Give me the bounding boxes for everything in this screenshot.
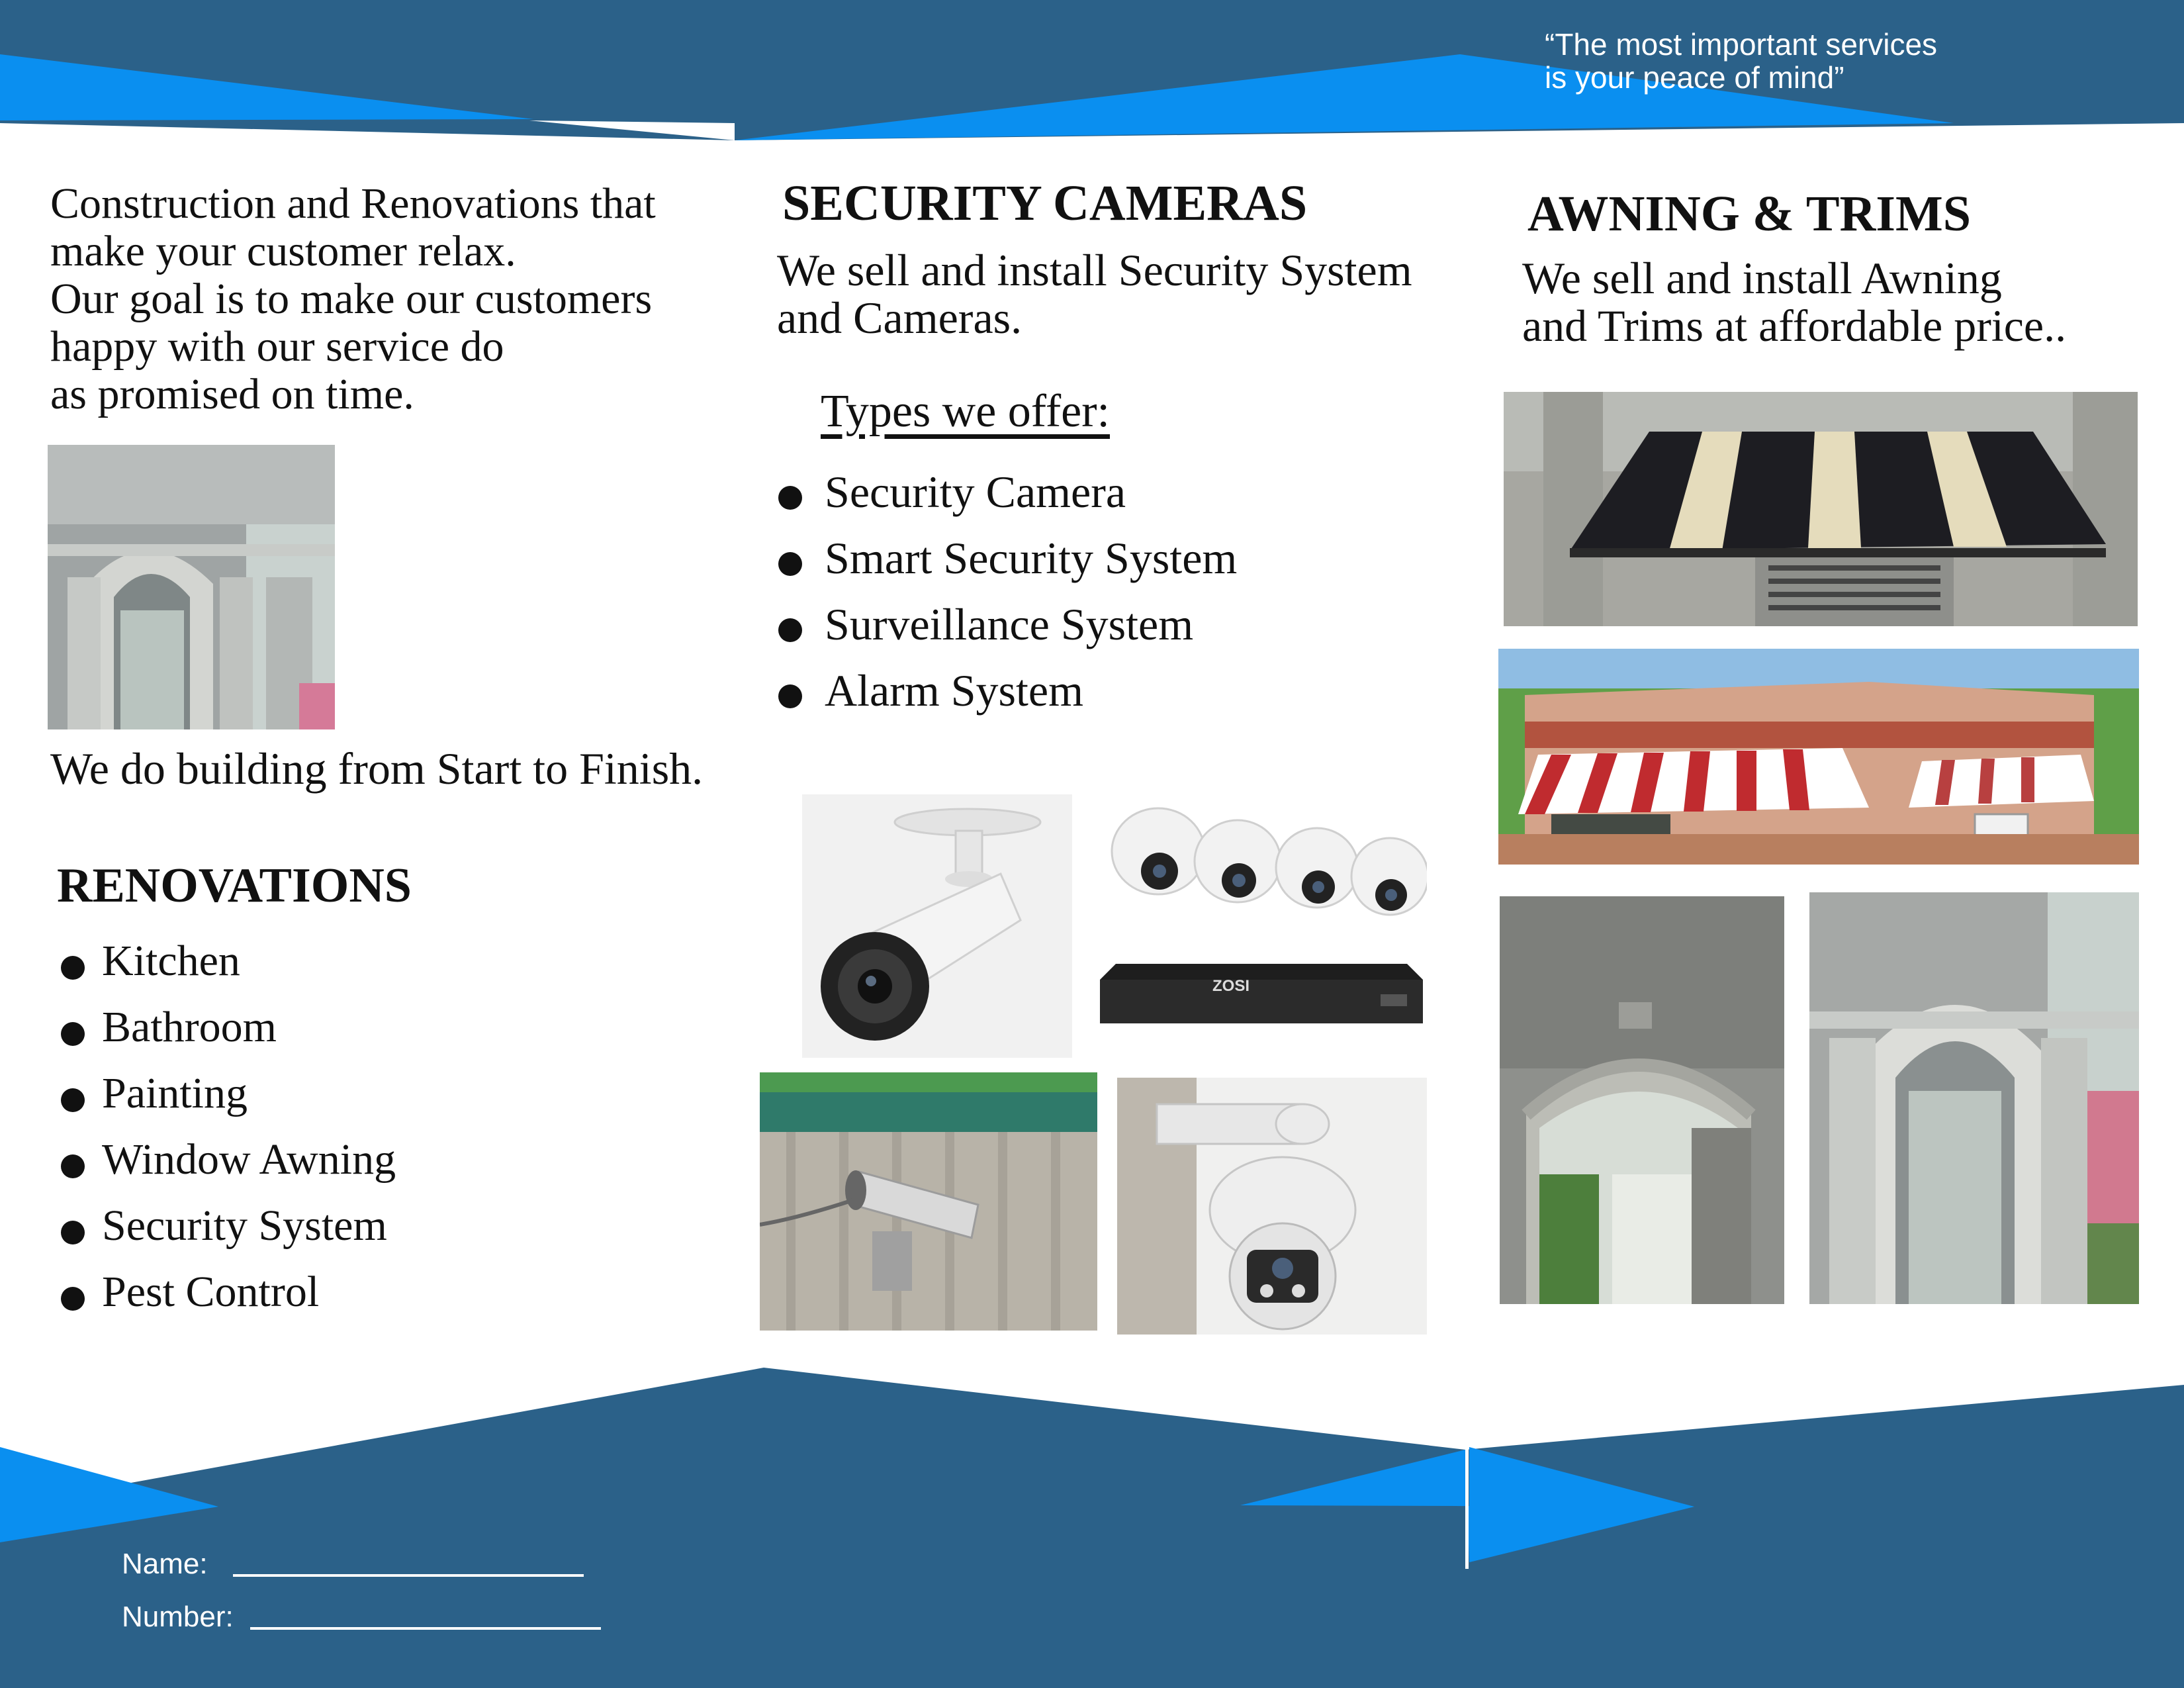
house-awning-photo (1498, 649, 2139, 865)
bullet-icon (61, 1022, 85, 1046)
quote-line-1: “The most important services (1545, 27, 1938, 62)
awning-description: We sell and install Awning and Trims at affordable price.. (1522, 253, 2067, 351)
list-item: Security System (61, 1201, 396, 1267)
intro-line: Our goal is to make our customers (50, 275, 653, 323)
list-item: Bathroom (61, 1002, 396, 1068)
security-description: We sell and install Security System and Cameras. (777, 245, 1412, 343)
list-item: Surveillance System (778, 598, 1237, 665)
list-item: Alarm System (778, 665, 1237, 731)
list-item: Window Awning (61, 1135, 396, 1201)
intro-line: as promised on time. (50, 370, 414, 418)
bullet-icon (61, 956, 85, 980)
types-title: Types we offer: (821, 386, 1110, 437)
dvr-brand-label: ZOSI (1212, 977, 1250, 995)
top-quote (1545, 28, 1937, 94)
name-input-line[interactable] (233, 1574, 584, 1577)
ptz-camera-photo (1117, 1078, 1427, 1335)
bullet-icon (61, 1088, 85, 1112)
intro-line: make your customer relax. (50, 227, 516, 275)
bullet-icon (778, 684, 802, 708)
arch-large-photo (1809, 892, 2139, 1304)
bullet-icon (61, 1154, 85, 1178)
wall-camera-photo (760, 1072, 1097, 1331)
number-label: Number: (122, 1601, 234, 1633)
name-label: Name: (122, 1548, 208, 1580)
bullet-icon (61, 1287, 85, 1311)
dome-cameras-photo (1099, 792, 1427, 931)
list-item: Security Camera (778, 466, 1237, 532)
types-list (778, 466, 1237, 731)
intro-paragraph (50, 180, 739, 418)
arch-photo-small (48, 445, 335, 729)
bullet-icon (778, 552, 802, 576)
renovations-list (61, 936, 396, 1333)
bullet-camera-photo (802, 794, 1072, 1058)
bullet-icon (61, 1221, 85, 1244)
intro-line: Construction and Renovations that (50, 179, 656, 228)
intro-line: happy with our service do (50, 322, 504, 371)
list-item: Smart Security System (778, 532, 1237, 598)
quote-line-2: is your peace of mind” (1545, 60, 1844, 95)
awning-title: AWNING & TRIMS (1527, 186, 1972, 242)
number-input-line[interactable] (250, 1627, 601, 1630)
bullet-icon (778, 486, 802, 510)
renovations-title: RENOVATIONS (57, 859, 412, 913)
bullet-icon (778, 618, 802, 642)
arch-closeup-photo (1500, 896, 1784, 1304)
tagline: We do building from Start to Finish. (50, 743, 704, 794)
list-item: Painting (61, 1068, 396, 1135)
striped-awning-photo (1504, 392, 2138, 626)
list-item: Kitchen (61, 936, 396, 1002)
dvr-recorder-photo (1096, 951, 1427, 1037)
security-title: SECURITY CAMERAS (782, 175, 1308, 231)
list-item: Pest Control (61, 1267, 396, 1333)
